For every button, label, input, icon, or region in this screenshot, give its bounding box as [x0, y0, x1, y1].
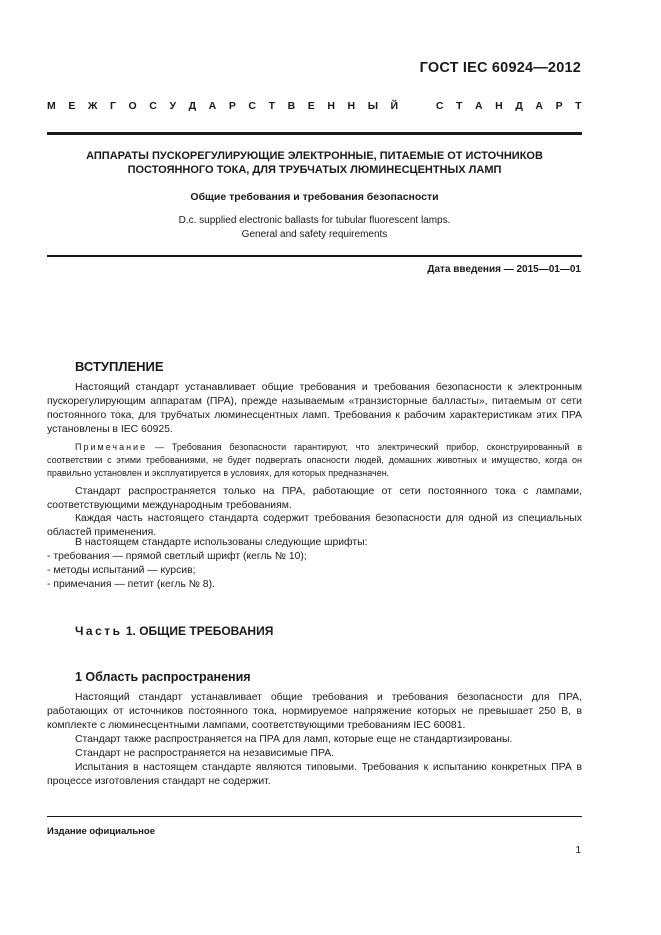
section-1-paragraph-1: Настоящий стандарт устанавливает общие требования и требования безопасности для ПРА, работающих от источников постоянного тока, нормируемое напряжение которых не превышает 250 В, в комплекте с люминесцентными лампами, соответствующими требованиям IEC 60081.: [47, 692, 582, 731]
banner-letter: Д: [188, 100, 197, 112]
english-title-line-1: D.c. supplied electronic ballasts for tubular fluorescent lamps.: [178, 215, 451, 226]
note-label: Примечание: [75, 442, 148, 452]
banner-letter: А: [535, 100, 543, 112]
part-heading: [75, 624, 273, 638]
banner-letter: Р: [228, 100, 236, 112]
intro-paragraph-2: Стандарт распространяется только на ПРА, работающие от сети постоянного тока с лампами, соответствующими международным требованиям.: [47, 486, 582, 511]
interstate-standard-banner: [47, 100, 582, 112]
page-number: 1: [575, 845, 581, 856]
banner-letter: Е: [68, 100, 76, 112]
english-title: [47, 214, 582, 242]
section-1-paragraph-4: Испытания в настоящем стандарте являются типовыми. Требования к испытанию конкретных ПРА в процессе изготовления стандарт не содержит.: [47, 762, 582, 787]
banner-letter: А: [208, 100, 217, 112]
banner-letter: Д: [515, 100, 523, 112]
intro-heading: ВСТУПЛЕНИЕ: [75, 359, 164, 374]
banner-letter: Т: [268, 100, 275, 112]
banner-letter: М: [47, 100, 56, 112]
banner-letter: Т: [575, 100, 582, 112]
banner-letter: С: [435, 100, 444, 112]
title-rule: [47, 255, 582, 257]
section-1-heading: 1 Область распространения: [75, 670, 251, 684]
banner-letter: Е: [307, 100, 315, 112]
banner-letter: С: [248, 100, 256, 112]
fonts-list-item: - требования — прямой светлый шрифт (кегль № 10);: [47, 551, 307, 562]
banner-letter: С: [149, 100, 157, 112]
banner-letter: А: [475, 100, 483, 112]
section-1-paragraph-3: Стандарт не распространяется на независимые ПРА.: [75, 748, 335, 759]
fonts-intro: В настоящем стандарте использованы следующие шрифты:: [75, 537, 368, 548]
banner-letter: Н: [347, 100, 356, 112]
intro-paragraph-1: Настоящий стандарт устанавливает общие требования и требования безопасности к электронным пускорегулирующим аппаратам (ПРА), прежде называемым «транзисторные балласты», питаемым от сети постоянного тока, для трубчатых люминесцентных ламп. Требования к рабочим характеристикам этих ПРА установлены в IEC 60925.: [47, 382, 582, 435]
header-rule: [47, 132, 582, 135]
intro-note: [47, 441, 582, 480]
banner-letter: О: [128, 100, 137, 112]
fonts-list-item: - примечания — петит (кегль № 8).: [47, 579, 215, 590]
part-title: 1. ОБЩИЕ ТРЕБОВАНИЯ: [122, 624, 274, 638]
footer-rule: [47, 816, 582, 817]
fonts-list-item: - методы испытаний — курсив;: [47, 565, 196, 576]
title-line-1: АППАРАТЫ ПУСКОРЕГУЛИРУЮЩИЕ ЭЛЕКТРОННЫЕ, ПИТАЕМЫЕ ОТ ИСТОЧНИКОВ: [86, 150, 543, 162]
english-title-line-2: General and safety requirements: [241, 229, 388, 240]
banner-letter: Н: [327, 100, 335, 112]
standard-code: ГОСТ IEC 60924—2012: [419, 60, 581, 76]
section-1-paragraph-2: Стандарт также распространяется на ПРА для ламп, которые еще не стандартизированы.: [75, 734, 513, 745]
banner-letter: Г: [110, 100, 116, 112]
title-line-2: ПОСТОЯННОГО ТОКА, ДЛЯ ТРУБЧАТЫХ ЛЮМИНЕСЦЕНТНЫХ ЛАМП: [127, 163, 502, 176]
banner-letter: У: [169, 100, 176, 112]
introduction-date: Дата введения — 2015—01—01: [427, 264, 581, 275]
banner-letter: Ж: [87, 100, 98, 112]
part-prefix: Часть: [75, 624, 123, 638]
document-subtitle: Общие требования и требования безопасности: [190, 191, 439, 203]
document-title: [47, 150, 582, 177]
banner-letter: Й: [390, 100, 399, 112]
banner-letter: Т: [456, 100, 463, 112]
edition-label: Издание официальное: [47, 826, 155, 837]
banner-letter: Н: [495, 100, 503, 112]
banner-letter: Ы: [367, 100, 378, 112]
banner-letter: В: [287, 100, 296, 112]
note-text: — Требования безопасности гарантируют, что электрический прибор, сконструированный в соответствии с этими требованиями, не будет подвергать опасности людей, домашних животных и имущество, когда он правильно установлен и эксплуатируется в условиях, для которых предназначен.: [47, 442, 582, 478]
banner-letter: Р: [555, 100, 563, 112]
intro-paragraph-3: Каждая часть настоящего стандарта содержит требования безопасности для одной из специальных областей применения.: [47, 513, 582, 538]
